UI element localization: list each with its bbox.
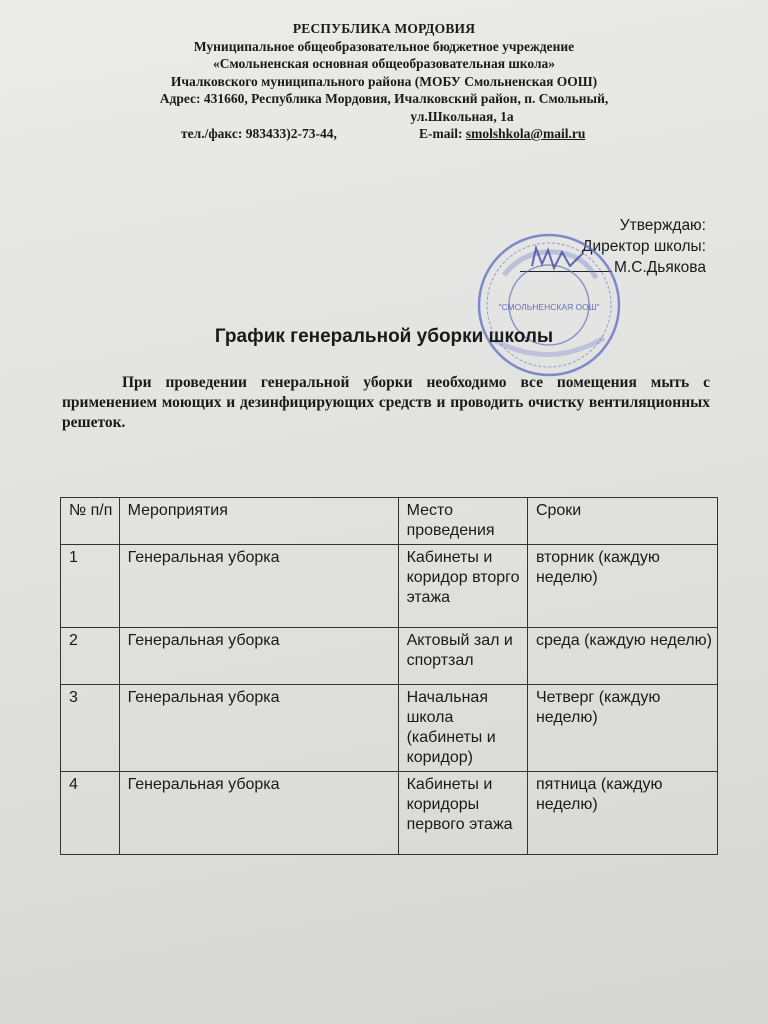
letterhead-institution-1: Муниципальное общеобразовательное бюджетное учреждение — [193, 38, 575, 54]
header-number: № п/п — [61, 498, 120, 545]
row-place: Кабинеты и коридор вторго этажа — [398, 545, 527, 628]
row-number: 2 — [61, 628, 120, 685]
email-label: E-mail: — [419, 126, 463, 141]
row-number: 1 — [61, 545, 120, 628]
table-header-row — [61, 498, 718, 545]
school-stamp-icon — [474, 230, 624, 380]
row-event: Генеральная уборка — [119, 772, 398, 855]
header-terms: Сроки — [527, 498, 717, 545]
row-term: вторник (каждую неделю) — [527, 545, 717, 628]
letterhead-contacts — [0, 125, 768, 143]
row-event: Генеральная уборка — [119, 545, 398, 628]
row-place: Кабинеты и коридоры первого этажа — [398, 772, 527, 855]
approval-heading: Утверждаю: — [619, 217, 706, 234]
header-events: Мероприятия — [119, 498, 398, 545]
row-number: 4 — [61, 772, 120, 855]
row-place: Актовый зал и спортзал — [398, 628, 527, 685]
row-term: Четверг (каждую неделю) — [527, 685, 717, 772]
letterhead-email — [419, 125, 585, 143]
row-place: Начальная школа (кабинеты и коридор) — [398, 685, 527, 772]
row-number: 3 — [61, 685, 120, 772]
letterhead-institution-3: Ичалковского муниципального района (МОБУ Смольненская ООШ) — [170, 73, 598, 89]
intro-paragraph: При проведении генеральной уборки необходимо все помещения мыть с применением моющих и дезинфицирующих средств и проводить очистку вентиляционных решеток. — [62, 374, 710, 431]
row-event: Генеральная уборка — [119, 685, 398, 772]
table-row — [61, 628, 718, 685]
approval-position: Директор школы: — [582, 238, 706, 255]
header-place: Место проведения — [398, 498, 527, 545]
table-row — [61, 685, 718, 772]
letterhead-address-2: ул.Школьная, 1а — [410, 108, 514, 124]
table-row — [61, 545, 718, 628]
table-row — [61, 772, 718, 855]
approval-name: М.С.Дьякова — [614, 259, 706, 276]
letterhead-address-1: Адрес: 431660, Республика Мордовия, Ичалковский район, п. Смольный, — [159, 91, 609, 106]
letterhead-country: РЕСПУБЛИКА МОРДОВИЯ — [292, 21, 476, 36]
letterhead — [0, 20, 768, 143]
cleaning-schedule-table — [60, 497, 718, 855]
row-term: пятница (каждую неделю) — [527, 772, 717, 855]
letterhead-institution-2: «Смольненская основная общеобразовательная школа» — [212, 56, 556, 71]
row-event: Генеральная уборка — [119, 628, 398, 685]
row-term: среда (каждую неделю) — [527, 628, 717, 685]
letterhead-phone: тел./факс: 983433)2-73-44, — [181, 126, 337, 141]
stamp-text: "СМОЛЬНЕНСКАЯ ООШ" — [498, 302, 600, 312]
page-title: График генеральной уборки школы — [214, 326, 554, 347]
email-link[interactable]: smolshkola@mail.ru — [465, 126, 586, 141]
